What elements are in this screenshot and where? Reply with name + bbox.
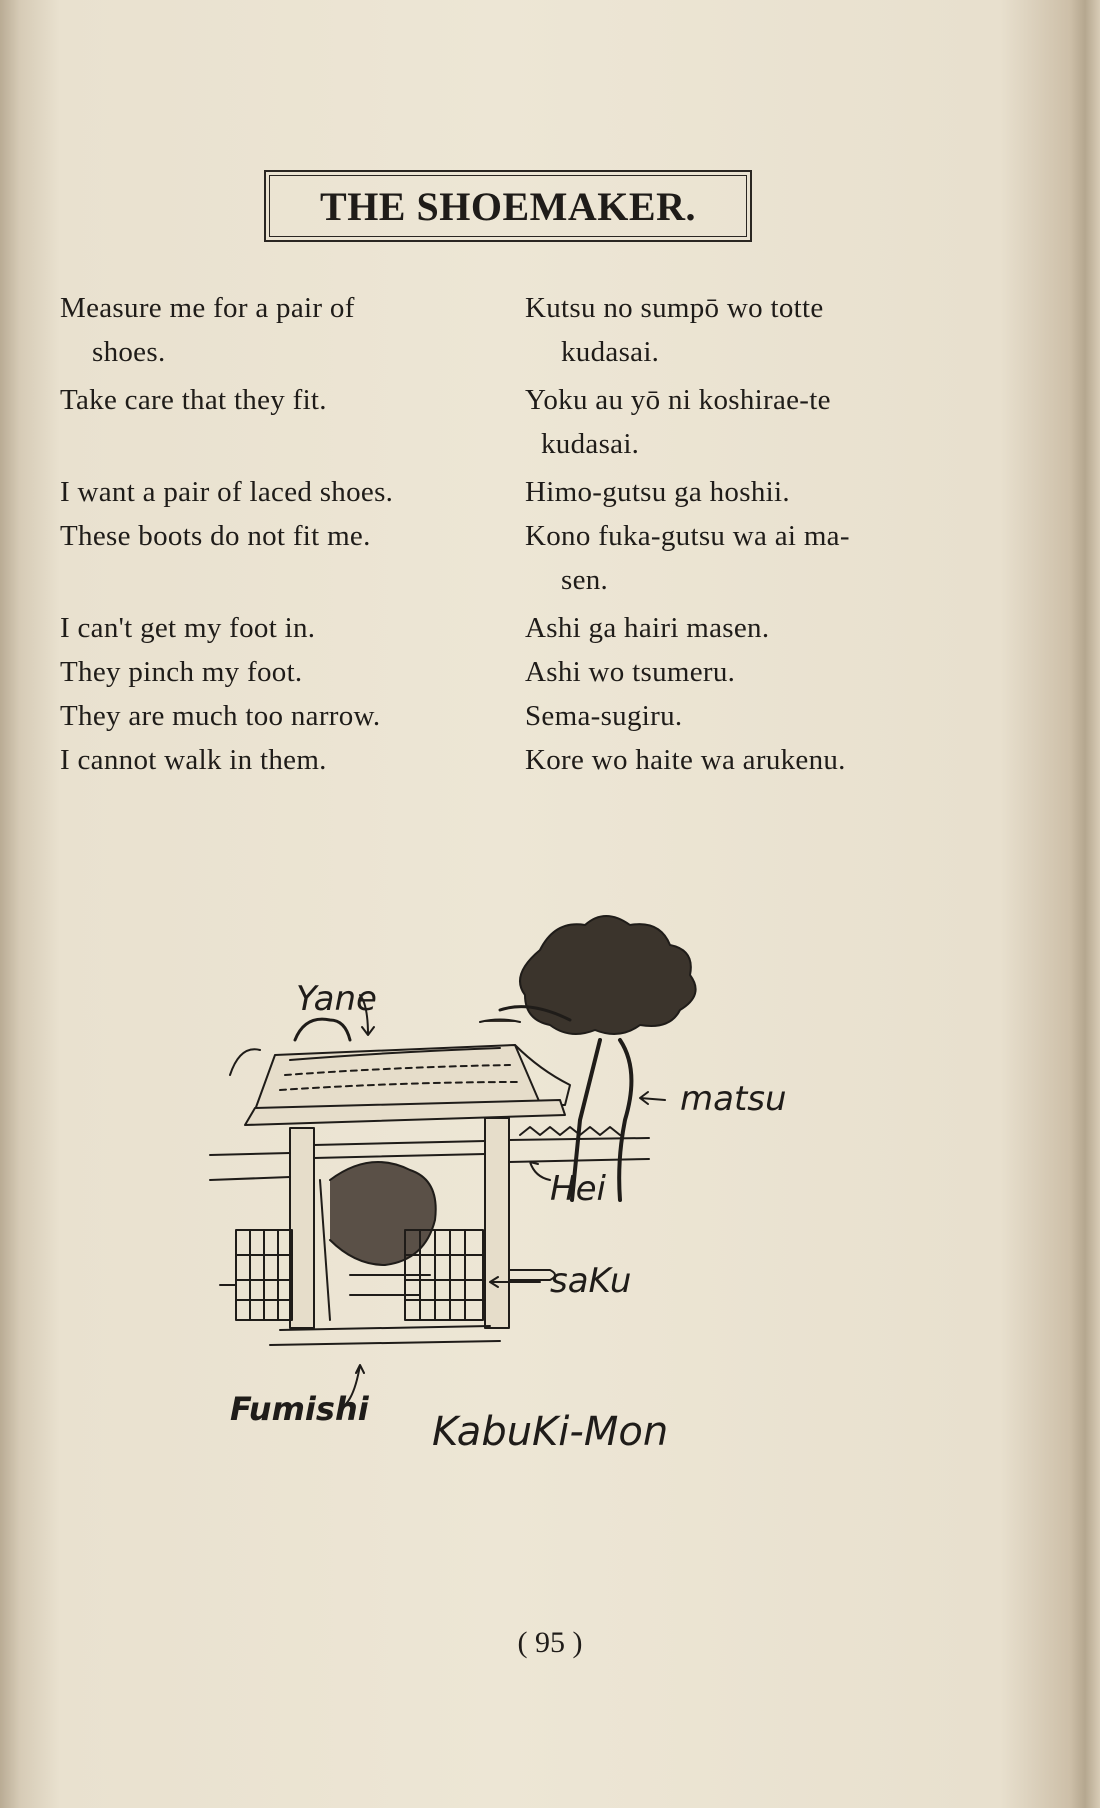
gate-illustration <box>200 900 820 1480</box>
phrase-row <box>60 606 960 650</box>
label-hei: Hei <box>550 1169 606 1209</box>
japanese-continuation: kudasai. <box>561 336 660 368</box>
english-phrase <box>60 378 525 466</box>
title-box <box>264 170 752 242</box>
english-text: Measure me for a pair of <box>60 292 355 324</box>
japanese-text: Yoku au yō ni koshirae-te <box>525 384 831 416</box>
gate-drawing <box>210 1118 649 1345</box>
japanese-phrase <box>525 514 960 602</box>
english-phrase <box>60 738 525 782</box>
page-number: ( 95 ) <box>517 1626 583 1659</box>
japanese-phrase <box>525 378 960 466</box>
phrase-row <box>60 470 960 514</box>
english-text: They are much too narrow. <box>60 700 381 732</box>
japanese-phrase <box>525 738 960 782</box>
label-yane: Yane <box>296 979 377 1019</box>
english-text: I cannot walk in them. <box>60 744 327 776</box>
japanese-text: Kono fuka-gutsu wa ai ma- <box>525 520 850 552</box>
japanese-text: Ashi ga hairi masen. <box>525 612 770 644</box>
japanese-phrase <box>525 650 960 694</box>
japanese-text: Kutsu no sumpō wo totte <box>525 292 824 324</box>
japanese-text: Himo-gutsu ga hoshii. <box>525 476 790 508</box>
roof-drawing <box>230 1019 570 1125</box>
phrase-row <box>60 738 960 782</box>
phrase-list <box>60 286 960 782</box>
english-phrase <box>60 650 525 694</box>
illustration-caption: KabuKi-Mon <box>432 1409 669 1455</box>
english-continuation: shoes. <box>92 336 166 368</box>
english-text: I want a pair of laced shoes. <box>60 476 394 508</box>
english-phrase <box>60 694 525 738</box>
japanese-text: Kore wo haite wa arukenu. <box>525 744 846 776</box>
japanese-text: Ashi wo tsumeru. <box>525 656 736 688</box>
japanese-phrase <box>525 286 960 374</box>
label-fumishi: Fumishi <box>230 1390 369 1428</box>
english-text: I can't get my foot in. <box>60 612 316 644</box>
japanese-phrase <box>525 694 960 738</box>
english-text: Take care that they fit. <box>60 384 327 416</box>
japanese-phrase <box>525 606 960 650</box>
phrase-row <box>60 650 960 694</box>
label-saku: saKu <box>550 1261 632 1301</box>
japanese-phrase <box>525 470 960 514</box>
english-text: These boots do not fit me. <box>60 520 371 552</box>
english-phrase <box>60 606 525 650</box>
japanese-text: Sema-sugiru. <box>525 700 683 732</box>
phrase-row <box>60 286 960 374</box>
page-title: THE SHOEMAKER. <box>320 183 696 229</box>
label-matsu: matsu <box>680 1079 787 1119</box>
english-phrase <box>60 286 525 374</box>
japanese-continuation: kudasai. <box>541 428 640 460</box>
phrase-row <box>60 378 960 466</box>
english-phrase <box>60 514 525 602</box>
japanese-continuation: sen. <box>561 564 609 596</box>
phrase-row <box>60 694 960 738</box>
english-text: They pinch my foot. <box>60 656 303 688</box>
phrase-row <box>60 514 960 602</box>
english-phrase <box>60 470 525 514</box>
